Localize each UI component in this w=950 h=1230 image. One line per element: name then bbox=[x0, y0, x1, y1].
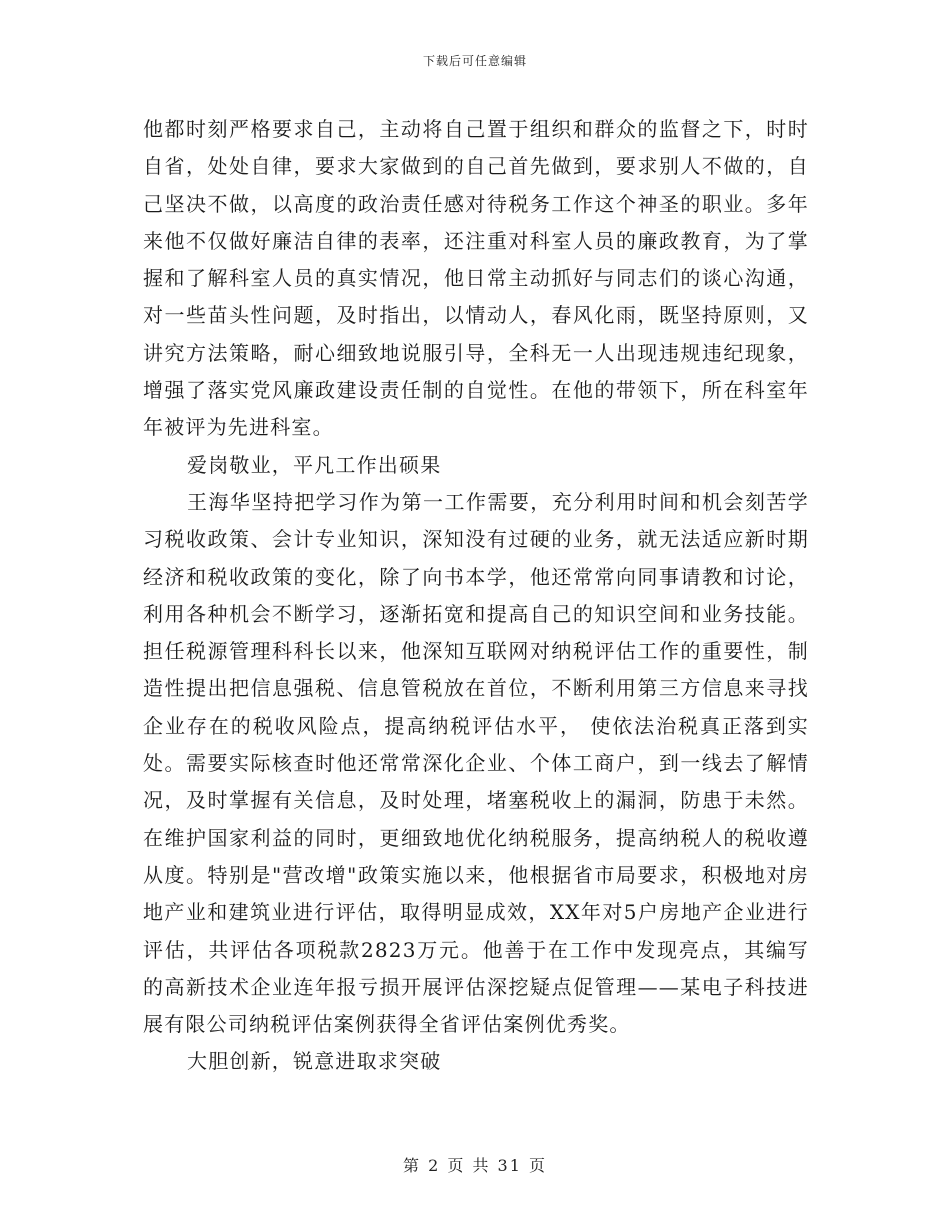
paragraph-continued: 他都时刻严格要求自己，主动将自己置于组织和群众的监督之下，时时自省，处处自律，要求大家做到的自己首先做到，要求别人不做的，自己坚决不做，以高度的政治责任感对待税务工作这个神圣的职业。多年来他不仅做好廉洁自律的表率，还注重对科室人员的廉政教育，为了掌握和了解科室人员的真实情况，他日常主动抓好与同志们的谈心沟通，对一些苗头性问题，及时指出，以情动人，春风化雨，既坚持原则，又讲究方法策略，耐心细致地说服引导，全科无一人出现违规违纪现象，增强了落实党风廉政建设责任制的自觉性。在他的带领下，所在科室年年被评为先进科室。 bbox=[143, 117, 809, 440]
section-heading-innovation: 大胆创新，锐意进取求突破 bbox=[187, 1049, 442, 1074]
page-header: 下载后可任意编辑 bbox=[422, 54, 527, 68]
document-body bbox=[143, 111, 809, 1081]
page-number-footer: 第 2 页 共 31 页 bbox=[403, 1156, 547, 1175]
paragraph-study: 王海华坚持把学习作为第一工作需要，充分利用时间和机会刻苦学习税收政策、会计专业知识，深知没有过硬的业务，就无法适应新时期经济和税收政策的变化，除了向书本学，他还常常向同事请教和讨论，利用各种机会不断学习，逐渐拓宽和提高自己的知识空间和业务技能。担任税源管理科科长以来，他深知互联网对纳税评估工作的重要性，制造性提出把信息强税、信息管税放在首位，不断利用第三方信息来寻找企业存在的税收风险点，提高纳税评估水平， 使依法治税真正落到实处。需要实际核查时他还常常深化企业、个体工商户，到一线去了解情况，及时掌握有关信息，及时处理，堵塞税收上的漏洞，防患于未然。在维护国家利益的同时，更细致地优化纳税服务，提高纳税人的税收遵从度。特别是"营改增"政策实施以来，他根据省市局要求，积极地对房地产业和建筑业进行评估，取得明显成效，XX年对5户房地产企业进行评估，共评估各项税款2823万元。他善于在工作中发现亮点，其编写的高新技术企业连年报亏损开展评估深挖疑点促管理——某电子科技进展有限公司纳税评估案例获得全省评估案例优秀奖。 bbox=[143, 489, 809, 1037]
section-heading-dedication: 爱岗敬业，平凡工作出硕果 bbox=[187, 452, 442, 477]
